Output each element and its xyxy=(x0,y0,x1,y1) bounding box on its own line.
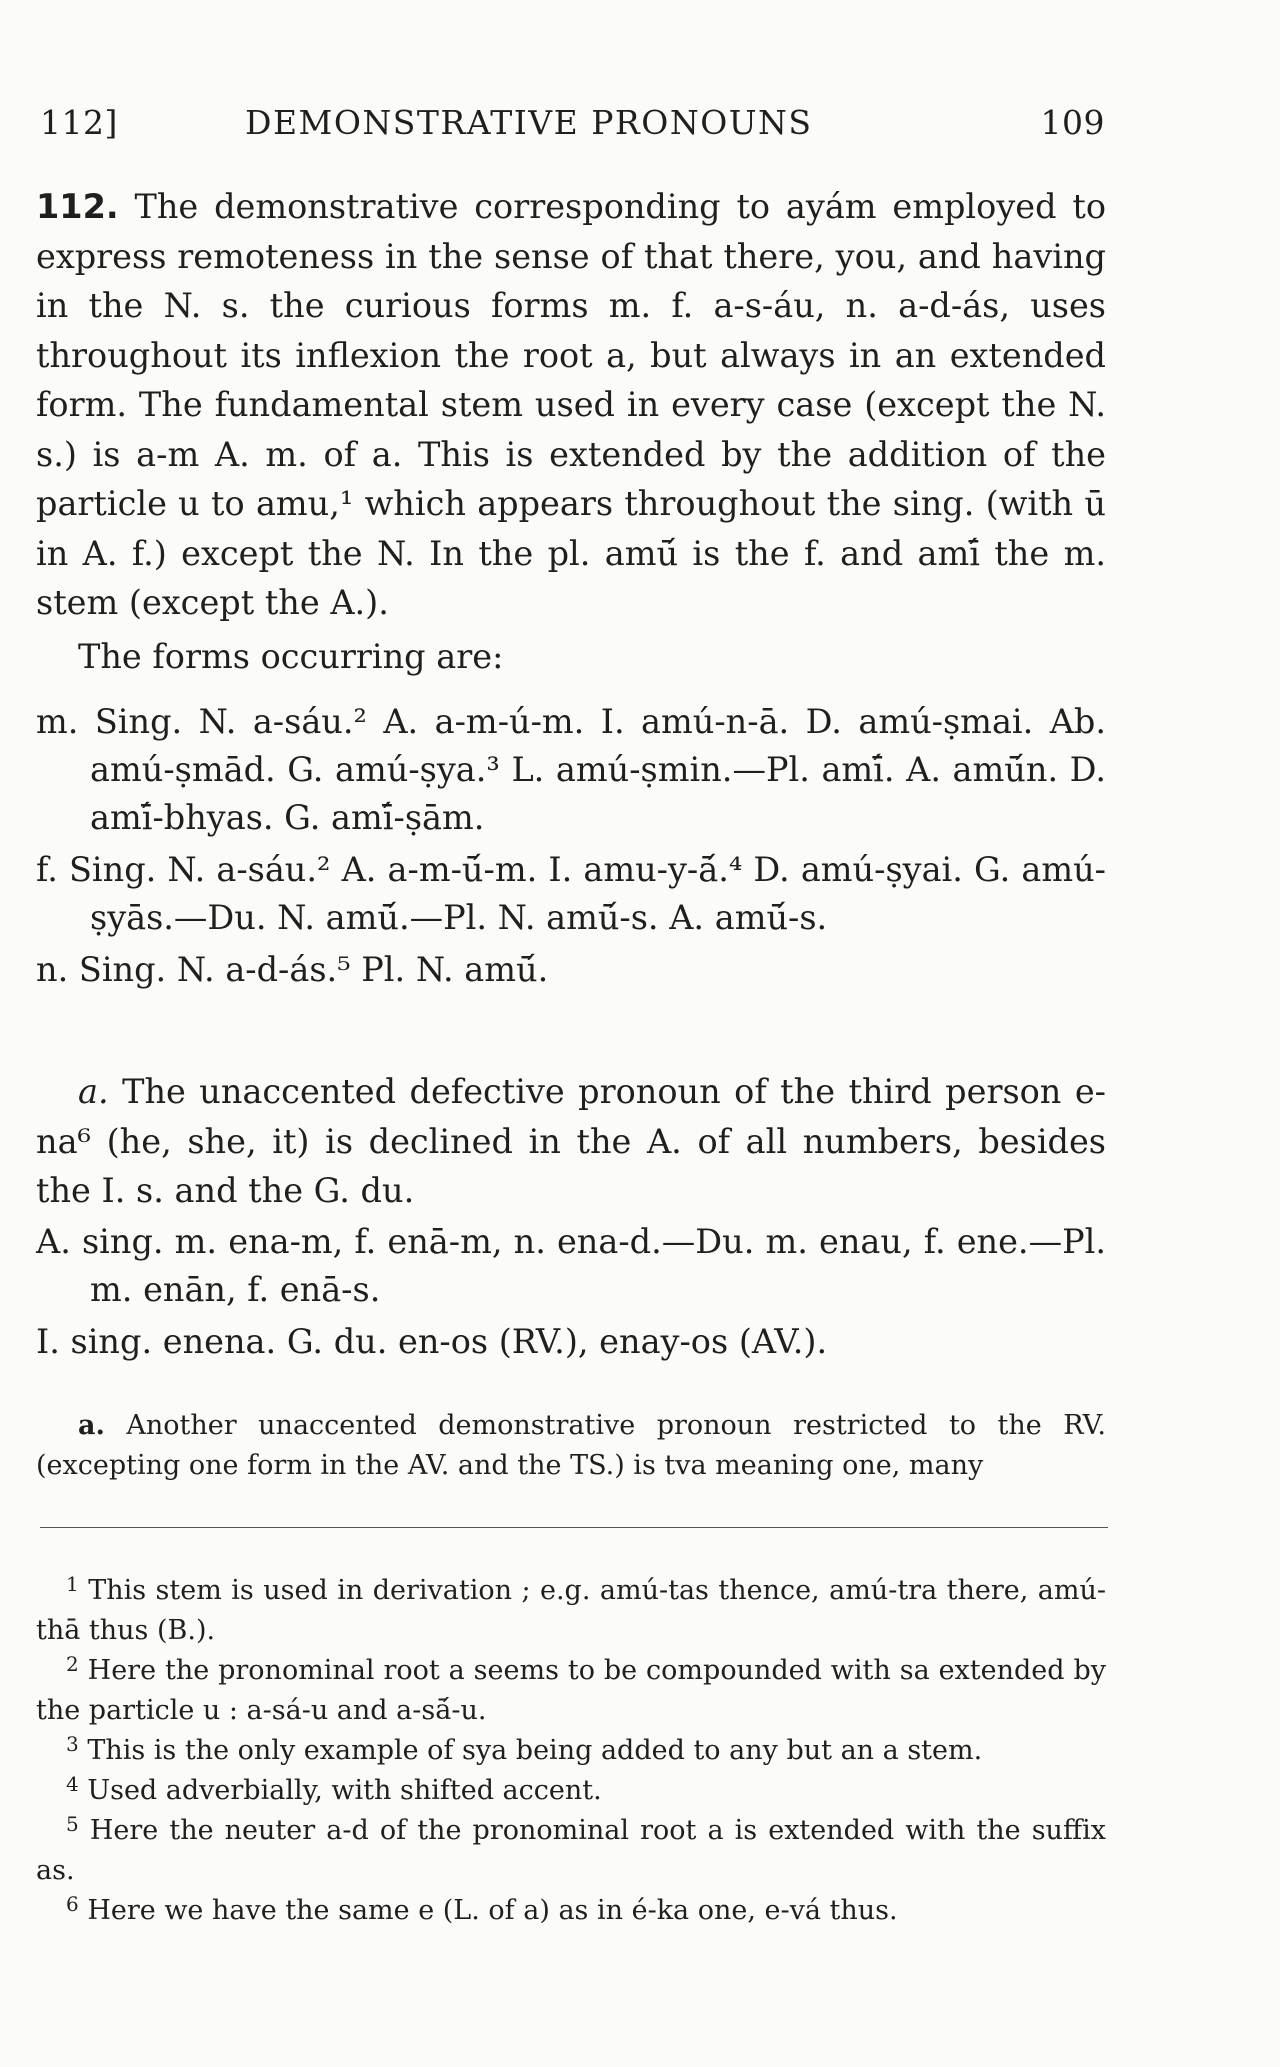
section-marker: 112] xyxy=(40,103,118,142)
line-7: the addition of the particle u to amu,¹ which appears xyxy=(36,434,1106,523)
paragraph-a xyxy=(36,1067,1106,1216)
forms-intro xyxy=(36,632,1106,682)
note-body: Another unaccented demonstrative pronoun restricted to the RV. (excepting one form in the AV. and the TS.) is tva meaning one, many xyxy=(36,1410,1106,1481)
footnote-2 xyxy=(36,1651,1106,1731)
footnote-mark: 3 xyxy=(66,1732,79,1756)
line-3: having in the N. s. the curious forms m. f. a-s-áu, n. a-d-ás, xyxy=(36,236,1107,325)
running-header xyxy=(40,103,1105,149)
declension-feminine: f. Sing. N. a-sáu.² A. a-m-ū́-m. I. amu-y-ā́.⁴ D. amú-ṣyai. G. amú-ṣyās.—Du. N. amū́.—Pl. N. amū́-s. A. amū́-s. xyxy=(36,850,1106,937)
forms-intro-text: The forms occurring are: xyxy=(78,637,504,676)
note-a-text xyxy=(36,1406,1106,1486)
line-8: throughout the sing. (with ū in A. f.) except the N. In the xyxy=(36,484,1106,573)
line-4: uses throughout its inflexion the root a, but always in an xyxy=(36,286,1106,375)
note-label: a. xyxy=(78,1410,105,1441)
ena-declension xyxy=(36,1218,1106,1366)
footnote-text: Here the neuter a-d of the pronominal root a is extended with the suffix as. xyxy=(36,1815,1106,1886)
footnote-mark: 4 xyxy=(66,1772,79,1796)
footnote-divider xyxy=(40,1527,1108,1528)
line-6: (except the N. s.) is a-m A. m. of a. This is extended by xyxy=(36,385,1106,474)
footnote-5 xyxy=(36,1811,1106,1891)
declension-neuter: n. Sing. N. a-d-ás.⁵ Pl. N. amū́. xyxy=(36,950,549,989)
amu-declension xyxy=(36,698,1106,994)
footnote-text: This is the only example of sya being added to any but an a stem. xyxy=(87,1735,983,1766)
paragraph-body: The unaccented defective pronoun of the third person e-na⁶ (he, she, it) is declined in the A. of all numbers, besides the I. s. and the G. du. xyxy=(36,1072,1106,1210)
footnotes xyxy=(36,1571,1106,1931)
line-1: The demonstrative corresponding to ayám employed xyxy=(134,187,1057,226)
paragraph-a-text xyxy=(36,1067,1106,1216)
declension-masculine: m. Sing. N. a-sáu.² A. a-m-ú-m. I. amú-n-ā. D. amú-ṣmai. Ab. amú-ṣmād. G. amú-ṣya.³ L. amú-ṣmin.—Pl. amī́. A. amū́n. D. amī́-bhyas. G. amī́-ṣām. xyxy=(36,702,1106,837)
page-number: 109 xyxy=(1040,103,1105,142)
ena-accusative: A. sing. m. ena-m, f. enā-m, n. ena-d.—Du. m. enau, f. ene.—Pl. m. enān, f. enā-s. xyxy=(36,1222,1106,1309)
footnote-3 xyxy=(36,1731,1106,1771)
note-a xyxy=(36,1406,1106,1486)
section-112 xyxy=(36,182,1106,628)
footnote-text: Here the pronominal root a seems to be compounded with sa extended by the particle u : a-sá-u and a-sā́-u. xyxy=(36,1655,1106,1726)
paragraph-label: a. xyxy=(78,1072,109,1111)
footnote-text: Here we have the same e (L. of a) as in é-ka one, e-vá thus. xyxy=(87,1895,898,1926)
section-112-text xyxy=(36,182,1106,628)
footnote-mark: 1 xyxy=(66,1572,79,1596)
footnote-mark: 6 xyxy=(66,1892,79,1916)
footnote-mark: 5 xyxy=(66,1812,79,1836)
footnote-4 xyxy=(36,1771,1106,1811)
line-2: to express remoteness in the sense of that there, you, and xyxy=(36,187,1106,276)
line-5: extended form. The fundamental stem used in every case xyxy=(36,335,1106,424)
footnote-6 xyxy=(36,1891,1106,1931)
footnote-1 xyxy=(36,1571,1106,1651)
footnote-text: Used adverbially, with shifted accent. xyxy=(87,1775,602,1806)
section-number: 112. xyxy=(36,187,119,226)
footnote-mark: 2 xyxy=(66,1652,79,1676)
ena-instrumental-genitive: I. sing. enena. G. du. en-os (RV.), enay-os (AV.). xyxy=(36,1322,828,1361)
page-title: DEMONSTRATIVE PRONOUNS xyxy=(245,103,813,142)
footnote-text: This stem is used in derivation ; e.g. amú-tas thence, amú-tra there, amú-thā thus (B.). xyxy=(36,1575,1106,1646)
line-9: pl. amū́ is the f. and amī́ the m. stem (except the A.). xyxy=(36,533,1106,622)
